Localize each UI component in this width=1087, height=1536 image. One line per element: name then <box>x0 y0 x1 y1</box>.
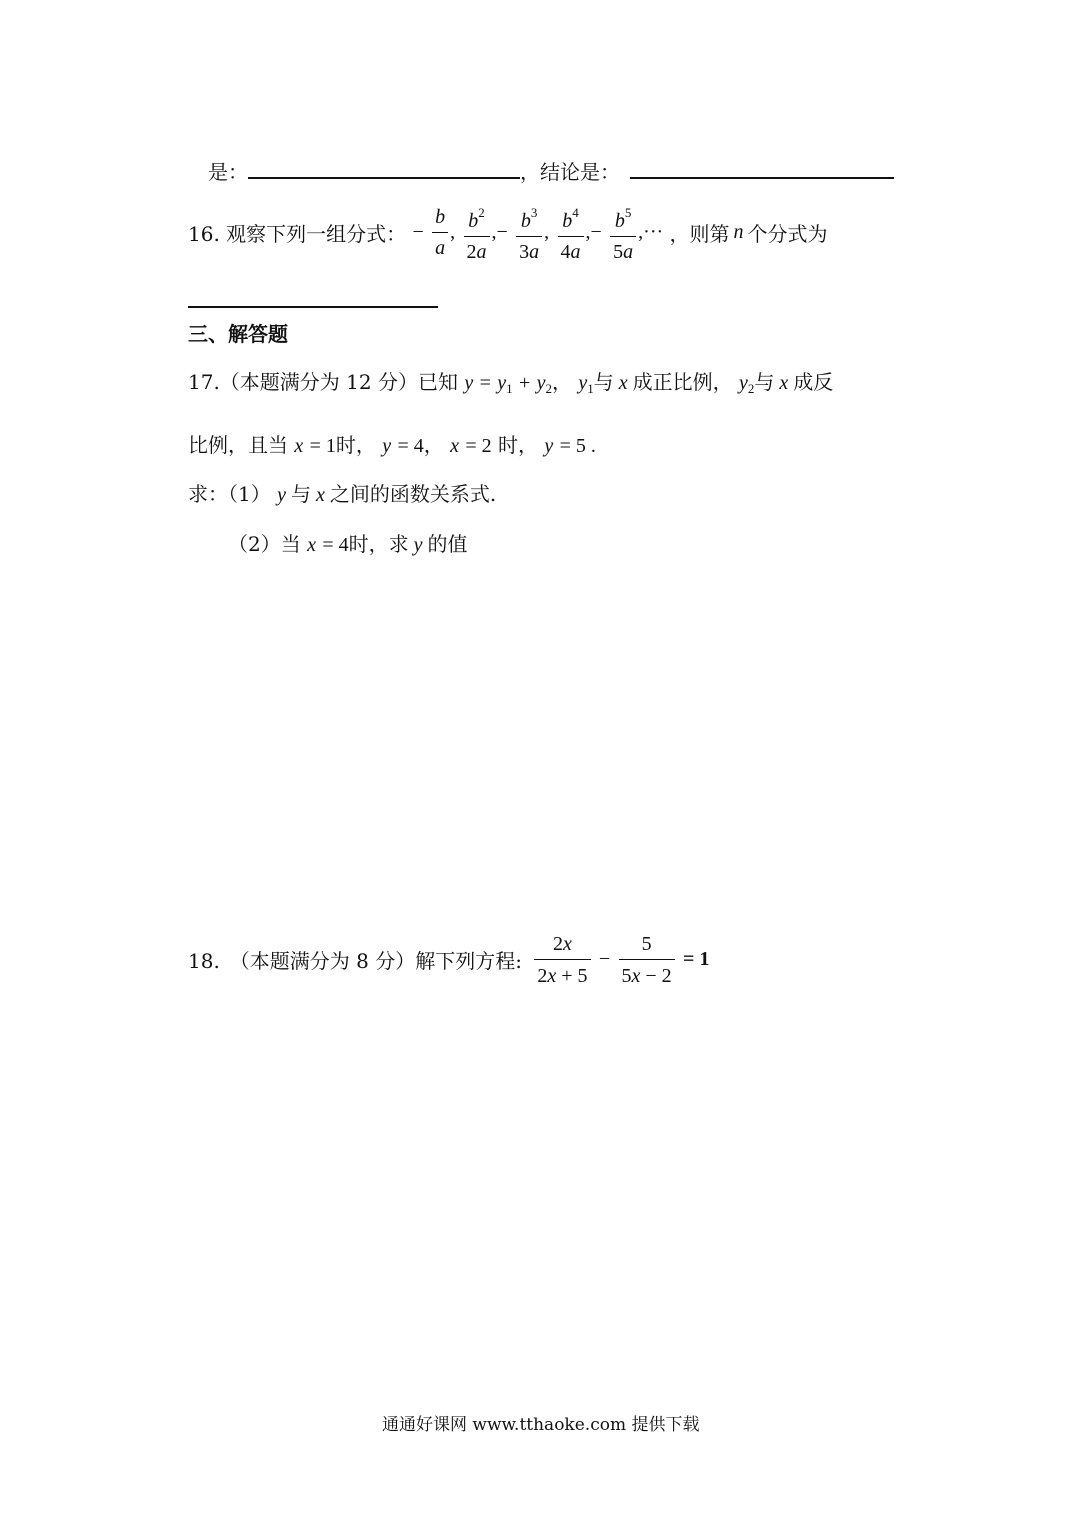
q17-ask-1a: 与 <box>290 482 311 506</box>
fraction-2: $\frac{b^2}{2a}$ <box>464 200 490 265</box>
equation-fraction-1: $\frac{2x}{2x + 5}$ <box>534 930 590 989</box>
question-17-ask-1: 求：（1） y 与 x 之间的函数关系式. <box>188 482 497 506</box>
question-18: 18. （本题满分为 8 分）解下列方程: $\frac{2x}{2x + 5}$ − $\frac{5}{5x - 2}$ = 1 <box>188 930 709 989</box>
q17-t2: 成正比例， <box>632 370 733 394</box>
q16-end: 个分式为 <box>747 222 828 246</box>
q17-t1: 与 <box>593 370 614 394</box>
q17-line2-d: 时， <box>498 433 539 457</box>
fraction-4: $\frac{b^4}{4a}$ <box>558 200 584 265</box>
q17-t3: 与 <box>754 370 775 394</box>
q17-line2-c: ， <box>423 433 444 457</box>
fraction-3: $\frac{b^3}{3a}$ <box>516 200 542 265</box>
answer-blank-1[interactable] <box>248 177 520 179</box>
q17-line2-a: 比例，且当 <box>188 433 288 457</box>
q17-t4: 成反 <box>793 370 834 394</box>
q16-var: n <box>733 221 744 243</box>
fraction-1: $\frac{b}{a}$ <box>432 204 448 261</box>
q17-line2-b: 时， <box>335 433 376 457</box>
q17-ask-2b: 时，求 <box>348 532 409 556</box>
answer-blank-2[interactable] <box>630 177 894 179</box>
question-17-line-2: 比例，且当 x = 1时， y = 4， x = 2 时， y = 5 . <box>188 433 596 457</box>
middle-text: ，结论是： <box>520 160 620 184</box>
q17-ask-2c: 的值 <box>427 532 468 556</box>
prefix-text: 是： <box>208 160 248 184</box>
question-17-ask-2: （2）当 x = 4时，求 y 的值 <box>228 532 468 556</box>
fraction-5: $\frac{b^5}{5a}$ <box>610 200 636 265</box>
section-title: 三、解答题 <box>188 322 288 346</box>
fill-in-line-top <box>208 156 894 185</box>
question-17-line-1: 17.（本题满分为 12 分）已知 $y = y_1 + y_2$， $y_1$与 x 成正比例， $y_2$与 x 成反 <box>188 370 834 396</box>
q17-intro: 17.（本题满分为 12 分）已知 <box>188 370 458 394</box>
q17-ask-1b: 之间的函数关系式. <box>329 482 497 506</box>
q17-ask-2a: （2）当 <box>228 532 301 556</box>
equation-rhs: = 1 <box>683 948 710 970</box>
question-16: 16. 观察下列一组分式： − $\frac{b}{a}$ , $\frac{b^2}{2a}$ ,− $\frac{b^3}{3a}$ , $\frac{b^4}{4a}$ ,− $\frac{b^5}{5a}$ ,··· ，则第 n 个分式为 <box>188 200 828 265</box>
q17-ask-prefix: 求：（1） <box>188 482 271 506</box>
answer-blank-q16[interactable] <box>188 306 438 308</box>
page-footer: 通通好课网 www.tthaoke.com 提供下载 <box>382 1415 700 1435</box>
q18-label: 18. （本题满分为 8 分）解下列方程: <box>188 949 522 973</box>
q16-suffix: ，则第 <box>669 222 730 246</box>
equation-fraction-2: $\frac{5}{5x - 2}$ <box>619 930 675 989</box>
q16-label: 16. 观察下列一组分式： <box>188 222 407 246</box>
